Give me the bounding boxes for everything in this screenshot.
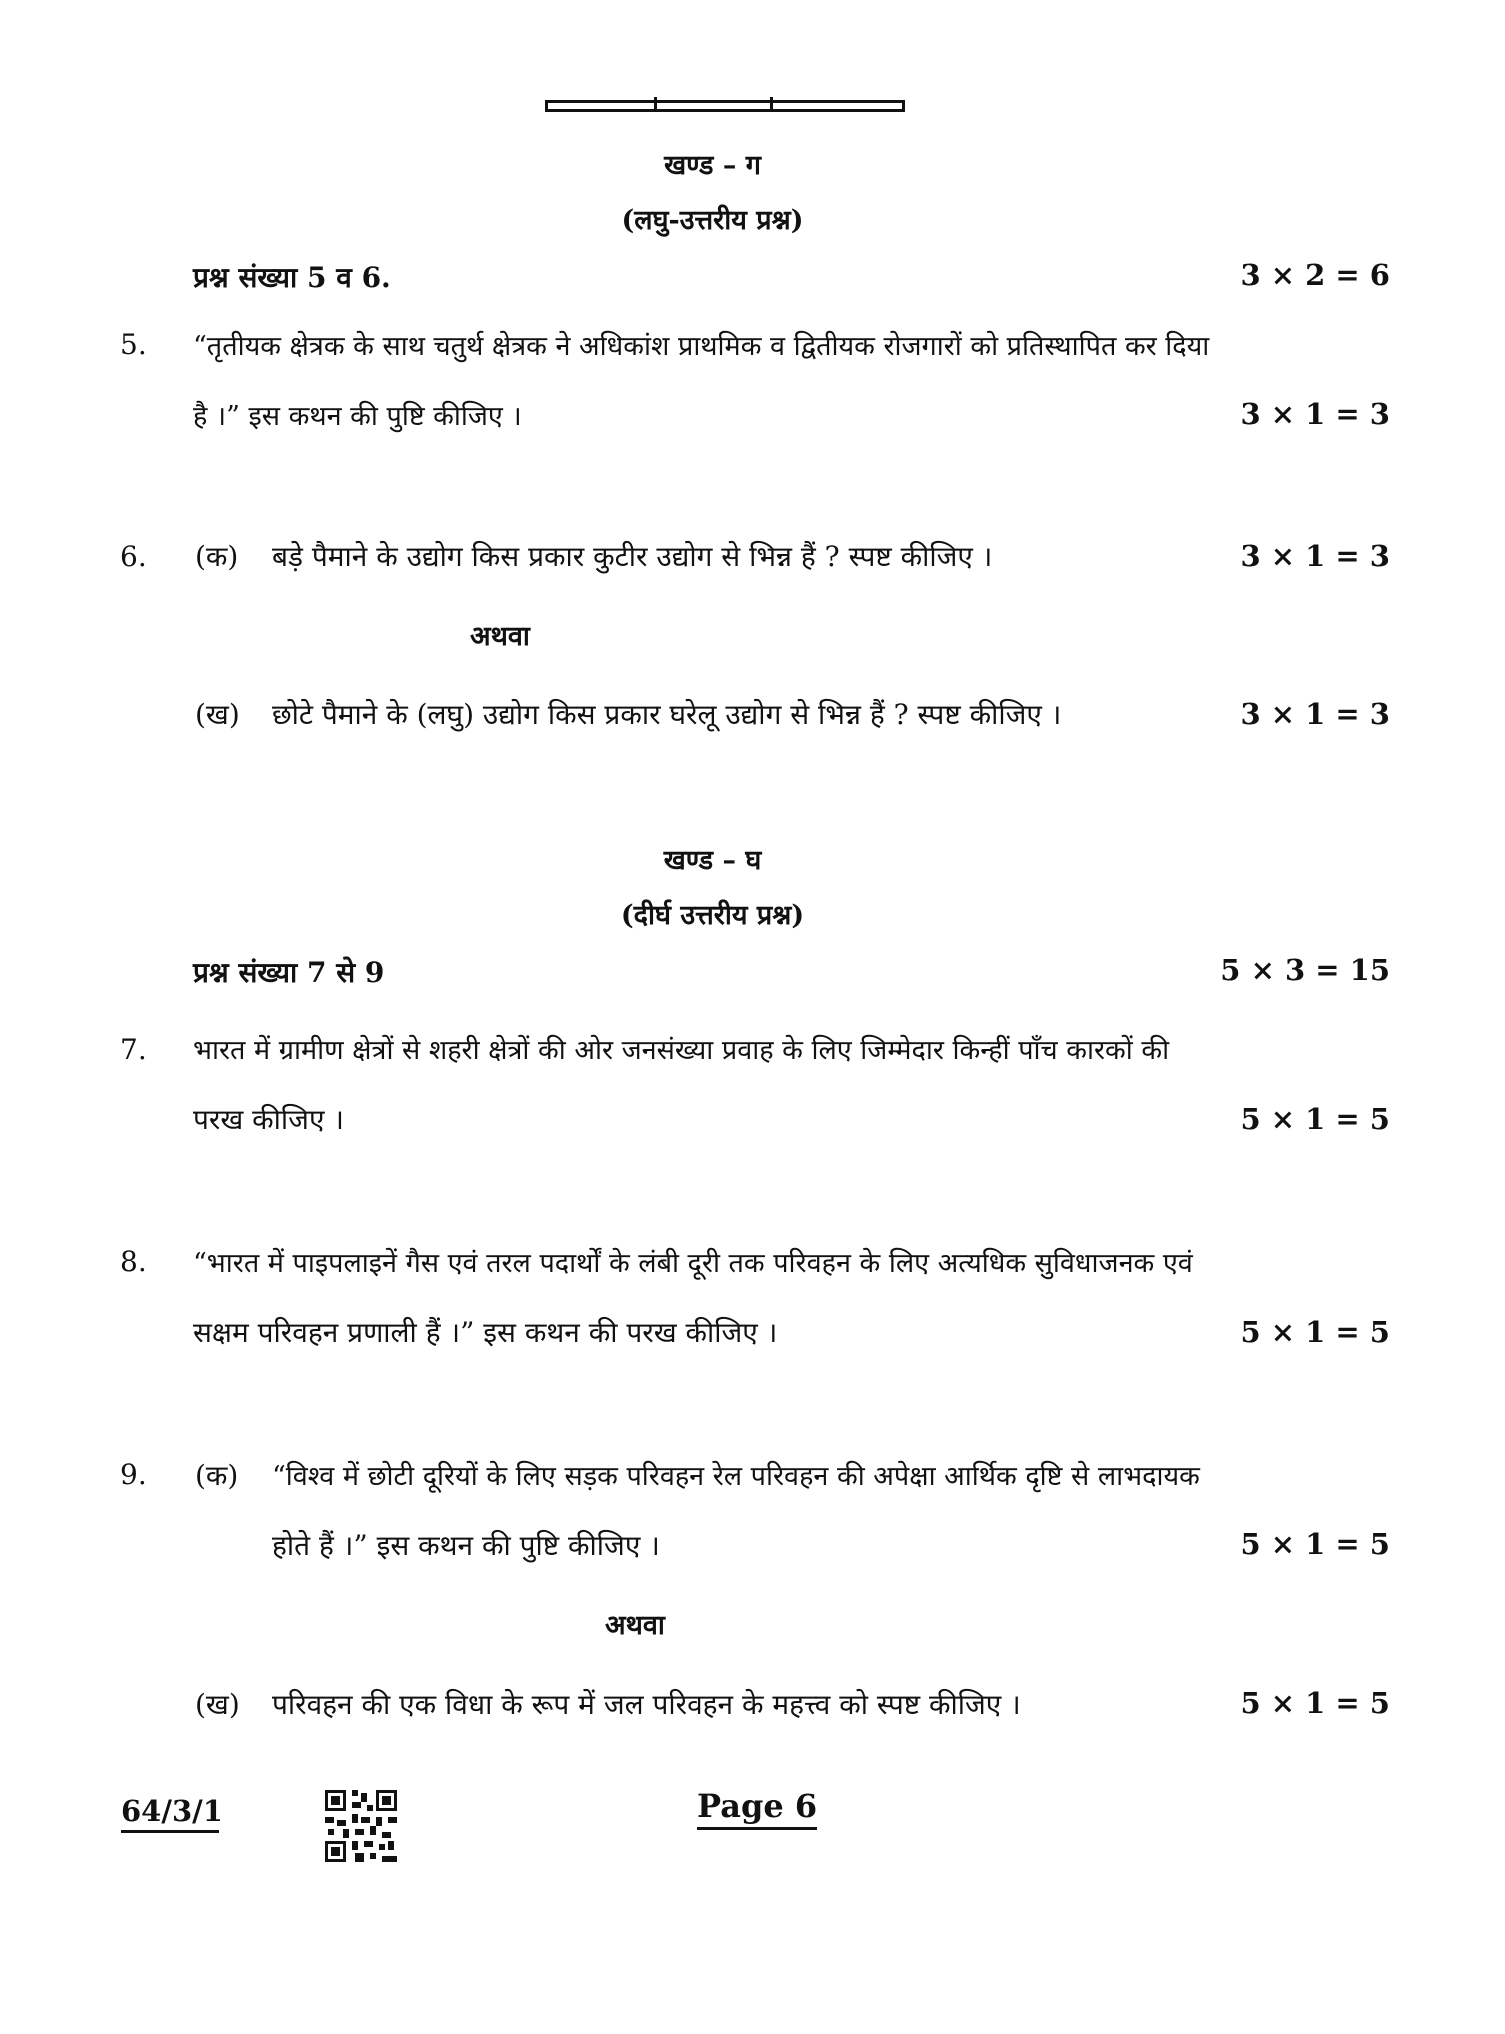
q7-marks: 5 × 1 = 5 bbox=[1240, 1102, 1390, 1136]
q9-a-line2: होते हैं ।” इस कथन की पुष्टि कीजिए । bbox=[272, 1529, 660, 1562]
section-d-instruction: प्रश्न संख्या 7 से 9 bbox=[193, 956, 385, 989]
q6-b-text: छोटे पैमाने के (लघु) उद्योग किस प्रकार घरेलू उद्योग से भिन्न हैं ? स्पष्ट कीजिए । bbox=[272, 698, 1062, 731]
q6-a-text: बड़े पैमाने के उद्योग किस प्रकार कुटीर उद्योग से भिन्न हैं ? स्पष्ट कीजिए । bbox=[272, 540, 993, 573]
q7-line2: परख कीजिए । bbox=[193, 1103, 344, 1136]
qr-code-icon bbox=[325, 1790, 397, 1862]
q7-number: 7. bbox=[120, 1033, 147, 1066]
q5-number: 5. bbox=[120, 328, 147, 361]
section-d-title: खण्ड – घ bbox=[663, 845, 762, 876]
q6-b-label: (ख) bbox=[195, 698, 240, 731]
section-c-subtitle: (लघु-उत्तरीय प्रश्न) bbox=[621, 205, 804, 236]
q9-b-label: (ख) bbox=[195, 1688, 240, 1721]
q8-marks: 5 × 1 = 5 bbox=[1240, 1315, 1390, 1349]
q9-a-label: (क) bbox=[195, 1459, 239, 1492]
q9-number: 9. bbox=[120, 1458, 147, 1491]
section-d-subtitle: (दीर्घ उत्तरीय प्रश्न) bbox=[620, 900, 805, 931]
q5-marks: 3 × 1 = 3 bbox=[1240, 397, 1390, 431]
q9-b-marks: 5 × 1 = 5 bbox=[1240, 1686, 1390, 1720]
q8-line2: सक्षम परिवहन प्रणाली हैं ।” इस कथन की परख कीजिए । bbox=[193, 1316, 778, 1349]
q8-line1: “भारत में पाइपलाइनें गैस एवं तरल पदार्थों के लंबी दूरी तक परिवहन के लिए अत्यधिक सुविधाजनक एवं bbox=[193, 1248, 1193, 1279]
q8-number: 8. bbox=[120, 1245, 147, 1278]
paper-code: 64/3/1 bbox=[121, 1794, 219, 1833]
q6-number: 6. bbox=[120, 540, 147, 573]
q6-b-marks: 3 × 1 = 3 bbox=[1240, 697, 1390, 731]
q6-a-label: (क) bbox=[195, 540, 239, 573]
q6-or: अथवा bbox=[470, 621, 530, 652]
bar-tick bbox=[654, 97, 657, 109]
q9-b-text: परिवहन की एक विधा के रूप में जल परिवहन के महत्त्व को स्पष्ट कीजिए । bbox=[272, 1688, 1021, 1721]
q9-a-marks: 5 × 1 = 5 bbox=[1240, 1527, 1390, 1561]
section-c-instruction: प्रश्न संख्या 5 व 6. bbox=[193, 261, 391, 294]
page-number: Page 6 bbox=[697, 1787, 817, 1830]
section-d-marks: 5 × 3 = 15 bbox=[1220, 953, 1390, 987]
section-c-title: खण्ड – ग bbox=[664, 150, 761, 181]
q9-a-line1: “विश्व में छोटी दूरियों के लिए सड़क परिवहन रेल परिवहन की अपेक्षा आर्थिक दृष्टि से लाभदायक bbox=[272, 1461, 1200, 1492]
q6-a-marks: 3 × 1 = 3 bbox=[1240, 539, 1390, 573]
q5-line2: है ।” इस कथन की पुष्टि कीजिए । bbox=[193, 401, 522, 432]
q5-line1: “तृतीयक क्षेत्रक के साथ चतुर्थ क्षेत्रक ने अधिकांश प्राथमिक व द्वितीयक रोजगारों को प्रतिस्थापित कर दिया bbox=[193, 331, 1210, 362]
top-decorative-bar bbox=[545, 100, 905, 112]
bar-tick bbox=[770, 97, 773, 109]
section-c-marks: 3 × 2 = 6 bbox=[1240, 258, 1390, 292]
q7-line1: भारत में ग्रामीण क्षेत्रों से शहरी क्षेत्रों की ओर जनसंख्या प्रवाह के लिए जिम्मेदार किन्हीं पाँच कारकों की bbox=[193, 1035, 1170, 1066]
q9-or: अथवा bbox=[605, 1610, 665, 1641]
